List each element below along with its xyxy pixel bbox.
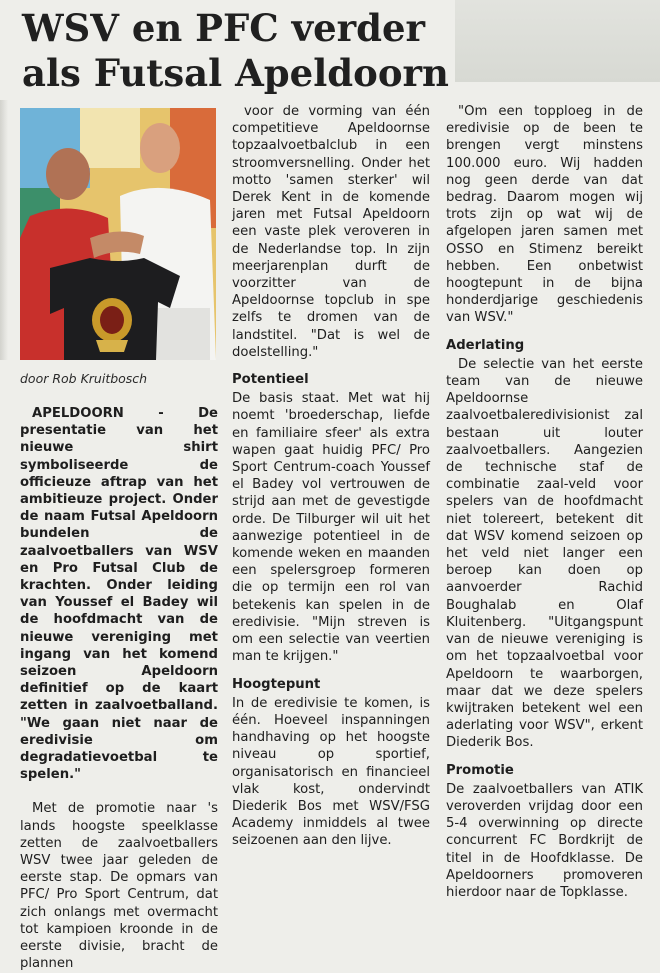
section-heading: Aderlating [446,337,525,353]
section-heading: Hoogtepunt [232,676,321,692]
article-paragraph: Met de promotie naar 's lands hoogste speelklasse zetten de zaalvoetballers WSV twee jaar geleden de eerste stap. De opmars van PFC/ Pro Sport Centrum, dat zich onlangs met overmacht tot kampioen kroonde in de eerste divisie, bracht de plannen [20,801,218,972]
article-headline: WSV en PFC verder als Futsal Apeldoorn [22,6,449,95]
article-paragraph: voor de vorming van één competitieve Apeldoornse topzaalvoetbalclub in een stroomversnelling. Onder het motto 'samen sterker' wil Derek Kent in de komende jaren met Futsal Apeldoorn een vaste plek veroveren in de Nederlandse top. In zijn meerjarenplan durft de voorzitter van de Apeldoornse topclub in spe zelfs te dromen van de landstitel. "Dat is wel de doelstelling." [232,104,430,360]
photo-credit: door Rob Kruitbosch [20,371,148,386]
section-heading: Potentieel [232,372,309,388]
article-paragraph: De basis staat. Met wat hij noemt 'broederschap, liefde en familiaire sfeer' als extra wapen gaat huidig PFC/ Pro Sport Centrum-coach Youssef el Badey vol vertrouwen de strijd aan met de gevestigde orde. De Tilburger wil uit het aanwezige potentieel in de komende weken en maanden een spelersgroep formeren die op termijn een rol van betekenis kan spelen in de eredivisie. "Mijn streven is om een selectie van veertien man te krijgen." [232,391,430,665]
article-column-1 [20,405,218,973]
article-column-2 [232,103,430,850]
article-lead: APELDOORN - De presentatie van het nieuwe shirt symboliseerde de officieuze aftrap van het ambitieuze project. Onder de naam Futsal Apeldoorn bundelen de zaalvoetballers van WSV en Pro Futsal Club de krachten. Onder leiding van Youssef el Badey wil de hoofdmacht van de nieuwe vereniging met ingang van het komend seizoen Apeldoorn definitief op de kaart zetten in zaalvoetballand. "We gaan niet naar de eredivisie om degradatievoetbal te spelen." [20,406,218,783]
article-paragraph: "Om een topploeg in de eredivisie op de been te brengen vergt minstens 100.000 euro. Wij hadden nog geen derde van dat bedrag. Daarom mogen wij trots zijn op wat wij de afgelopen jaren samen met OSSO en Stimenz bereikt hebben. Een onbetwist hoogtepunt in de bijna honderdjarige geschiedenis van WSV." [446,104,643,326]
article-photo [20,108,216,360]
photo-illustration [20,108,216,360]
article-column-3 [446,103,643,901]
adjacent-page-fragment [455,0,660,82]
section-heading: Promotie [446,762,514,778]
article-paragraph: De zaalvoetballers van ATIK veroverden vrijdag door een 5-4 overwinning op directe concurrent FC Bordkrijt de titel in de Hoofdklasse. De Apeldoorners promoveren hierdoor naar de Topklasse. [446,781,643,900]
page-edge-shadow [0,100,8,360]
article-paragraph: In de eredivisie te komen, is één. Hoeveel inspanningen handhaving op het hoogste niveau op sportief, organisatorisch en financieel vlak kost, ondervindt Diederik Bos met WSV/FSG Academy inmiddels al twee seizoenen aan den lijve. [232,695,430,849]
article-paragraph: De selectie van het eerste team van de nieuwe Apeldoornse zaalvoetbaleredivisionist zal bestaan uit louter zaalvoetballers. Aangezien de technische staf de combinatie zaal-veld voor spelers van de hoofdmacht niet tolereert, betekent dit dat WSV komend seizoen op het veld niet langer een beroep kan doen op aanvoerder Rachid Boughalab en Olaf Kluitenberg. "Uitgangspunt van de nieuwe vereniging is om het topzaalvoetbal voor Apeldoorn te waarborgen, maar dat we deze spelers kwijtraken betekent wel een aderlating voor WSV", erkent Diederik Bos. [446,356,643,751]
